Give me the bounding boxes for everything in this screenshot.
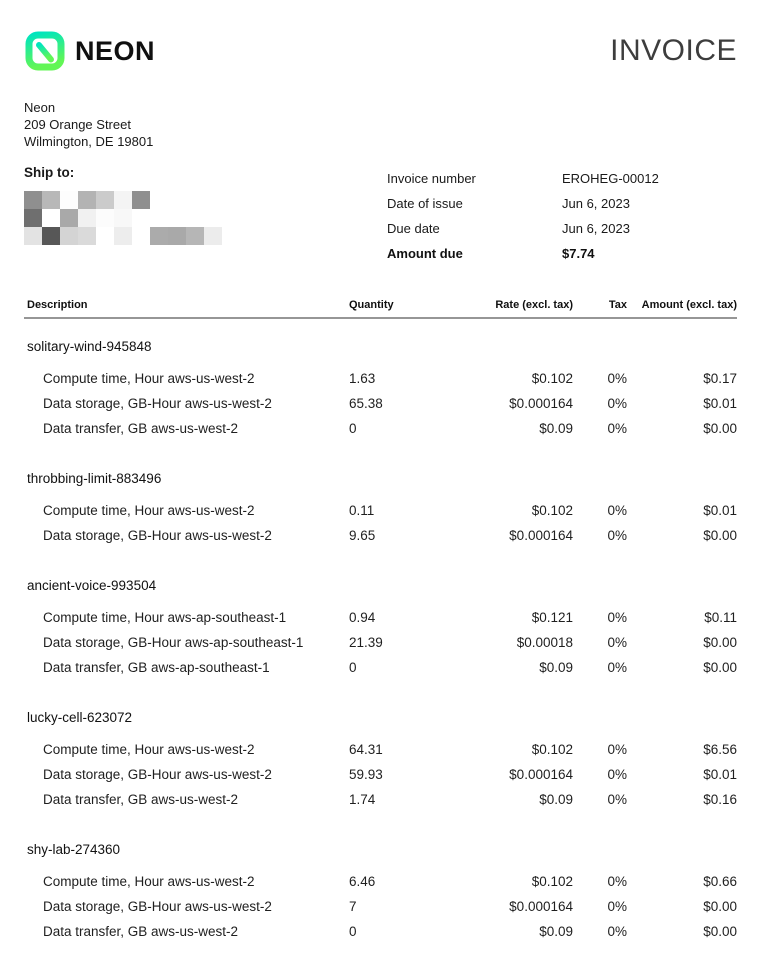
project-group — [24, 578, 737, 690]
item-description-cell: Data storage, GB-Hour aws-us-west-2 — [43, 899, 272, 914]
item-rate-cell: $0.102 — [531, 503, 573, 518]
item-quantity-cell: 9.65 — [349, 528, 376, 543]
mosaic-cell — [42, 227, 60, 245]
mosaic-cell — [96, 227, 114, 245]
item-tax-cell: 0% — [607, 396, 627, 411]
meta-label: Date of issue — [387, 196, 463, 211]
mosaic-cell — [60, 227, 78, 245]
item-quantity-cell: 1.74 — [349, 792, 376, 807]
item-rate-cell: $0.000164 — [509, 767, 573, 782]
header-amount: Amount (excl. tax) — [641, 299, 737, 311]
mosaic-cell — [150, 191, 168, 209]
line-item-row — [24, 391, 737, 416]
item-amount-cell: $0.66 — [703, 874, 737, 889]
item-amount-cell: $0.00 — [703, 660, 737, 675]
mosaic-cell — [168, 209, 186, 227]
meta-label: Invoice number — [387, 171, 476, 186]
mosaic-cell — [204, 209, 222, 227]
item-quantity-cell: 0.11 — [349, 503, 375, 518]
line-item-row — [24, 630, 737, 655]
meta-value: Jun 6, 2023 — [562, 221, 630, 236]
item-tax-cell: 0% — [607, 660, 627, 675]
item-tax-cell: 0% — [607, 635, 627, 650]
item-description-cell: Compute time, Hour aws-us-west-2 — [43, 371, 255, 386]
meta-row — [387, 166, 737, 191]
item-rate-cell: $0.102 — [531, 874, 573, 889]
project-items — [24, 605, 737, 680]
item-rate-cell: $0.121 — [531, 610, 573, 625]
mosaic-cell — [186, 191, 204, 209]
item-quantity-cell: 0 — [349, 421, 357, 436]
mosaic-cell — [96, 191, 114, 209]
item-quantity-cell: 0 — [349, 924, 357, 939]
project-group — [24, 842, 737, 954]
item-tax-cell: 0% — [607, 528, 627, 543]
mosaic-row — [24, 191, 387, 209]
item-description-cell: Data storage, GB-Hour aws-us-west-2 — [43, 767, 272, 782]
line-item-row — [24, 416, 737, 441]
item-quantity-cell: 65.38 — [349, 396, 383, 411]
item-rate-cell: $0.09 — [539, 421, 573, 436]
mosaic-cell — [78, 227, 96, 245]
mosaic-cell — [78, 209, 96, 227]
mosaic-cell — [42, 191, 60, 209]
project-items — [24, 737, 737, 812]
project-items — [24, 498, 737, 548]
table-header-row — [24, 299, 737, 319]
item-tax-cell: 0% — [607, 742, 627, 757]
mosaic-cell — [186, 209, 204, 227]
brand-wordmark: NEON — [75, 35, 156, 66]
meta-label: Amount due — [387, 246, 463, 261]
item-amount-cell: $0.11 — [704, 610, 737, 625]
item-description-cell: Data transfer, GB aws-ap-southeast-1 — [43, 660, 270, 675]
item-amount-cell: $0.01 — [703, 503, 737, 518]
project-name: ancient-voice-993504 — [27, 578, 157, 593]
item-rate-cell: $0.102 — [531, 371, 573, 386]
mosaic-cell — [150, 227, 168, 245]
seller-name: Neon — [24, 100, 56, 115]
project-name: lucky-cell-623072 — [27, 710, 133, 725]
mosaic-cell — [150, 209, 168, 227]
item-description-cell: Compute time, Hour aws-ap-southeast-1 — [43, 610, 287, 625]
item-rate-cell: $0.00018 — [516, 635, 573, 650]
line-item-row — [24, 894, 737, 919]
item-rate-cell: $0.09 — [539, 924, 573, 939]
project-name: shy-lab-274360 — [27, 842, 121, 857]
item-description-cell: Data transfer, GB aws-us-west-2 — [43, 421, 239, 436]
item-amount-cell: $0.01 — [703, 396, 737, 411]
item-amount-cell: $0.00 — [703, 899, 737, 914]
table-body — [24, 339, 737, 954]
item-rate-cell: $0.000164 — [509, 396, 573, 411]
seller-city: Wilmington, DE 19801 — [24, 134, 154, 149]
item-quantity-cell: 0.94 — [349, 610, 376, 625]
item-quantity-cell: 1.63 — [349, 371, 376, 386]
line-item-row — [24, 498, 737, 523]
mosaic-cell — [168, 227, 186, 245]
line-item-row — [24, 366, 737, 391]
line-item-row — [24, 762, 737, 787]
item-amount-cell: $0.00 — [703, 924, 737, 939]
item-quantity-cell: 59.93 — [349, 767, 383, 782]
mosaic-cell — [204, 227, 222, 245]
invoice-title: INVOICE — [610, 34, 737, 67]
line-item-row — [24, 869, 737, 894]
header-tax: Tax — [608, 299, 627, 311]
item-tax-cell: 0% — [607, 421, 627, 436]
mosaic-cell — [114, 209, 132, 227]
mosaic-cell — [132, 191, 150, 209]
item-rate-cell: $0.09 — [539, 660, 573, 675]
item-tax-cell: 0% — [607, 610, 627, 625]
meta-row — [387, 216, 737, 241]
project-items — [24, 869, 737, 944]
invoice-header — [24, 30, 737, 72]
meta-label: Due date — [387, 221, 440, 236]
item-rate-cell: $0.102 — [531, 742, 573, 757]
mosaic-cell — [132, 209, 150, 227]
item-rate-cell: $0.000164 — [509, 899, 573, 914]
project-name: solitary-wind-945848 — [27, 339, 152, 354]
item-description-cell: Data transfer, GB aws-us-west-2 — [43, 792, 239, 807]
neon-logo-icon — [24, 30, 66, 72]
ship-to-block — [24, 165, 387, 245]
redacted-recipient-mosaic — [24, 191, 387, 245]
item-description-cell: Data storage, GB-Hour aws-us-west-2 — [43, 528, 272, 543]
item-tax-cell: 0% — [607, 874, 627, 889]
ship-to-label: Ship to: — [24, 165, 75, 180]
mosaic-row — [24, 209, 387, 227]
item-description-cell: Compute time, Hour aws-us-west-2 — [43, 742, 255, 757]
mosaic-cell — [204, 191, 222, 209]
meta-value: EROHEG-00012 — [562, 171, 659, 186]
item-amount-cell: $0.00 — [703, 635, 737, 650]
line-item-row — [24, 737, 737, 762]
meta-value: Jun 6, 2023 — [562, 196, 630, 211]
meta-value: $7.74 — [562, 246, 595, 261]
project-group — [24, 710, 737, 822]
mosaic-cell — [186, 227, 204, 245]
item-tax-cell: 0% — [607, 792, 627, 807]
item-rate-cell: $0.000164 — [509, 528, 573, 543]
mosaic-cell — [132, 227, 150, 245]
item-rate-cell: $0.09 — [539, 792, 573, 807]
item-description-cell: Data transfer, GB aws-us-west-2 — [43, 924, 239, 939]
header-quantity: Quantity — [349, 299, 394, 311]
brand — [24, 30, 155, 72]
meta-row — [387, 191, 737, 216]
mosaic-cell — [96, 209, 114, 227]
line-item-row — [24, 523, 737, 548]
project-group — [24, 471, 737, 558]
seller-street: 209 Orange Street — [24, 117, 131, 132]
mosaic-cell — [24, 209, 42, 227]
item-amount-cell: $0.00 — [703, 421, 737, 436]
mosaic-cell — [42, 209, 60, 227]
header-description: Description — [27, 299, 88, 311]
item-tax-cell: 0% — [607, 371, 627, 386]
item-description-cell: Data storage, GB-Hour aws-ap-southeast-1 — [43, 635, 304, 650]
mosaic-cell — [78, 191, 96, 209]
mosaic-cell — [60, 209, 78, 227]
line-item-row — [24, 787, 737, 812]
meta-row — [387, 241, 737, 266]
item-quantity-cell: 64.31 — [349, 742, 383, 757]
project-items — [24, 366, 737, 441]
invoice-meta-block — [387, 165, 737, 266]
item-amount-cell: $0.17 — [703, 371, 737, 386]
item-tax-cell: 0% — [607, 503, 627, 518]
mosaic-row — [24, 227, 387, 245]
ship-and-meta-section — [24, 165, 737, 266]
item-amount-cell: $0.00 — [703, 528, 737, 543]
mosaic-cell — [168, 191, 186, 209]
mosaic-cell — [60, 191, 78, 209]
line-items-table — [24, 299, 737, 954]
mosaic-cell — [114, 227, 132, 245]
line-item-row — [24, 655, 737, 680]
item-quantity-cell: 6.46 — [349, 874, 376, 889]
mosaic-cell — [114, 191, 132, 209]
item-description-cell: Data storage, GB-Hour aws-us-west-2 — [43, 396, 272, 411]
item-tax-cell: 0% — [607, 899, 627, 914]
item-description-cell: Compute time, Hour aws-us-west-2 — [43, 874, 255, 889]
item-amount-cell: $0.01 — [703, 767, 737, 782]
project-group — [24, 339, 737, 451]
item-description-cell: Compute time, Hour aws-us-west-2 — [43, 503, 255, 518]
item-quantity-cell: 0 — [349, 660, 357, 675]
item-tax-cell: 0% — [607, 767, 627, 782]
project-name: throbbing-limit-883496 — [27, 471, 162, 486]
item-quantity-cell: 7 — [349, 899, 357, 914]
line-item-row — [24, 919, 737, 944]
header-rate: Rate (excl. tax) — [495, 299, 573, 311]
mosaic-cell — [24, 191, 42, 209]
item-amount-cell: $6.56 — [703, 742, 737, 757]
item-tax-cell: 0% — [607, 924, 627, 939]
item-amount-cell: $0.16 — [703, 792, 737, 807]
mosaic-cell — [24, 227, 42, 245]
item-quantity-cell: 21.39 — [349, 635, 383, 650]
seller-address — [24, 99, 737, 150]
line-item-row — [24, 605, 737, 630]
